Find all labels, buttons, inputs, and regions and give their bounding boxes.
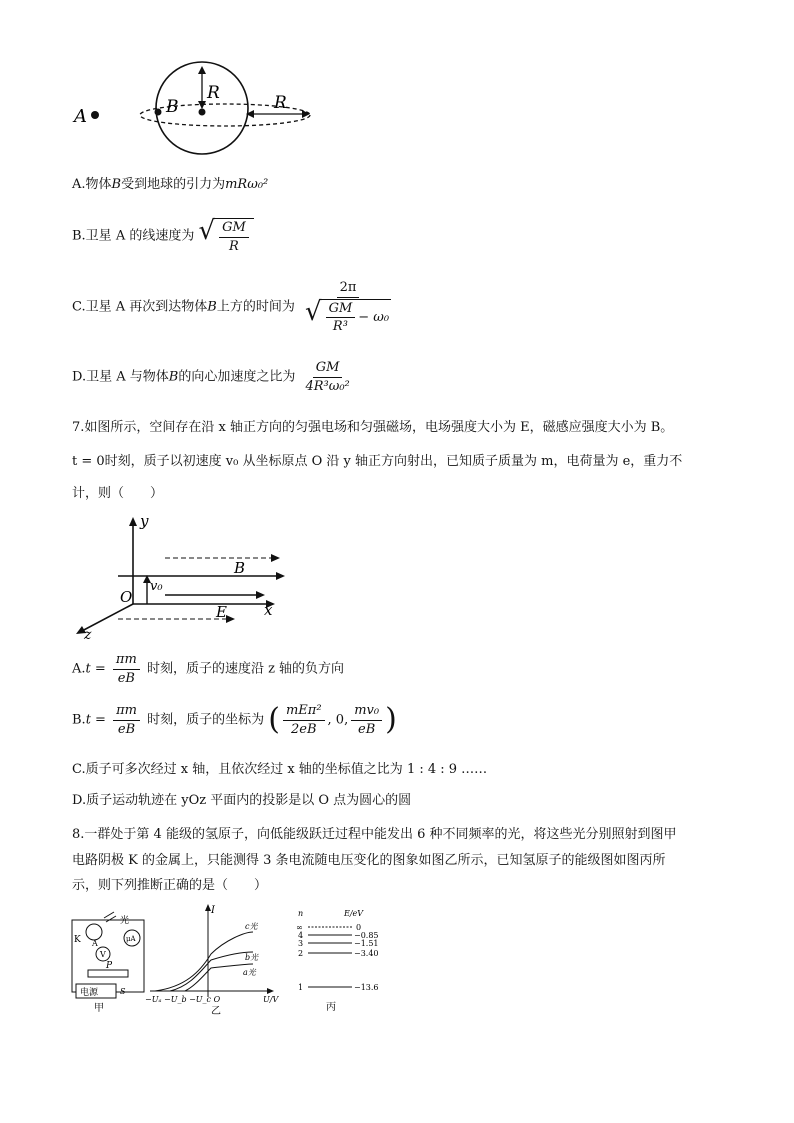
- q7-option-b[interactable]: B.t = $\frac{\pi m}{eB}$ 时刻，质子的坐标为 ( $\frac{\text{mEπ²}}{2eB}$ , 0, $\frac{\text{mv₀}}{eB}$ ): [72, 702, 397, 738]
- label-r1: R: [207, 83, 220, 103]
- origin-label: O: [120, 588, 133, 606]
- label-b: B: [166, 97, 179, 117]
- q7-option-a[interactable]: A.t = $\frac{\pi m}{eB}$ 时刻，质子的速度沿 z 轴的负方向: [72, 652, 345, 686]
- yi-ticks: −Uₐ −U_b −U_c O: [145, 995, 221, 1004]
- bing-caption: 丙: [326, 1002, 336, 1013]
- circuit-figure: [70, 910, 150, 1015]
- yi-i: I: [211, 905, 215, 916]
- q7-line3: 计，则（ ）: [72, 486, 164, 501]
- yi-a: a光: [243, 968, 256, 977]
- q8-line3: 示，则下列推断正确的是（ ）: [72, 878, 268, 893]
- q8-line1: 8.一群处于第 4 能级的氢原子，向低能级跃迁过程中能发出 6 种不同频率的光，将这些光分别照射到图甲: [72, 827, 677, 842]
- orbit-figure: [70, 60, 320, 165]
- axis-z-label: z: [84, 627, 92, 640]
- b-field-label: B: [234, 559, 246, 577]
- svg-text:0: 0: [356, 923, 362, 932]
- jia-power: 电源: [80, 988, 99, 998]
- svg-text:4: 4: [298, 931, 304, 940]
- yi-c: c光: [245, 922, 258, 931]
- q7-line2: t = 0时刻，质子以初速度 v₀ 从坐标原点 O 沿 y 轴正方向射出，已知质子质量为 m，电荷量为 e，重力不: [72, 454, 683, 469]
- level-1: [298, 983, 379, 992]
- jia-k: K: [74, 935, 81, 945]
- iv-curve-figure: [145, 902, 285, 1015]
- label-a: A: [74, 106, 87, 127]
- q7-option-c[interactable]: C.质子可多次经过 x 轴，且依次经过 x 轴的坐标值之比为 1 : 4 : 9 ……: [72, 762, 488, 777]
- jia-light: 光: [120, 916, 130, 926]
- q7-option-d[interactable]: D.质子运动轨迹在 yOz 平面内的投影是以 O 点为圆心的圆: [72, 793, 412, 808]
- svg-text:∞: ∞: [296, 923, 303, 932]
- jia-v: V: [100, 950, 106, 959]
- svg-text:2: 2: [298, 949, 304, 958]
- point-a: [91, 111, 99, 119]
- q7-line1: 7.如图所示，空间存在沿 x 轴正方向的匀强电场和匀强磁场，电场强度大小为 E，磁感应强度大小为 B。: [72, 420, 674, 435]
- q6-option-c[interactable]: C.卫星 A 再次到达物体B上方的时间为 2π √ $\frac{GM}{\text{R³}}$ − ω₀: [72, 280, 390, 335]
- level-2: [298, 949, 379, 958]
- yi-b: b光: [245, 953, 259, 962]
- jia-ua: μA: [126, 935, 136, 943]
- q6-option-d[interactable]: D.卫星 A 与物体B的向心加速度之比为 $\frac{GM}{\text{4R³ω₀²}}$: [72, 360, 350, 394]
- label-r2: R: [274, 93, 287, 113]
- level-3: [298, 939, 379, 948]
- jia-a: A: [92, 939, 98, 948]
- svg-text:−1.51: −1.51: [354, 939, 379, 948]
- svg-text:−13.6: −13.6: [354, 983, 379, 992]
- svg-text:1: 1: [298, 983, 304, 992]
- yi-u: U/V: [263, 995, 279, 1004]
- bing-n: n: [298, 909, 304, 918]
- svg-text:−0.85: −0.85: [354, 931, 379, 940]
- q6-option-a[interactable]: A.物体B受到地球的引力为mRω₀²: [72, 177, 269, 192]
- jia-caption: 甲: [94, 1003, 104, 1014]
- energy-level-figure: [292, 906, 392, 1014]
- jia-p: P: [106, 961, 113, 971]
- e-field-label: E: [216, 603, 227, 621]
- axis-x-label: x: [264, 601, 273, 619]
- svg-text:3: 3: [298, 939, 304, 948]
- q8-line2: 电路阴极 K 的金属上，只能测得 3 条电流随电压变化的图象如图乙所示，已知氢原子的能级图如图丙所: [72, 853, 666, 868]
- point-b: [155, 109, 162, 116]
- yi-caption: 乙: [211, 1006, 221, 1015]
- q6-option-b[interactable]: B.卫星 A 的线速度为 √ $\frac{GM}{R}$: [72, 218, 254, 254]
- axis-y-label: y: [140, 512, 149, 530]
- jia-s: S: [120, 987, 126, 996]
- v0-label: v₀: [150, 579, 163, 594]
- field-figure: [70, 512, 290, 640]
- bing-e: E/eV: [344, 909, 364, 918]
- level-inf: [296, 923, 361, 932]
- svg-text:−3.40: −3.40: [354, 949, 379, 958]
